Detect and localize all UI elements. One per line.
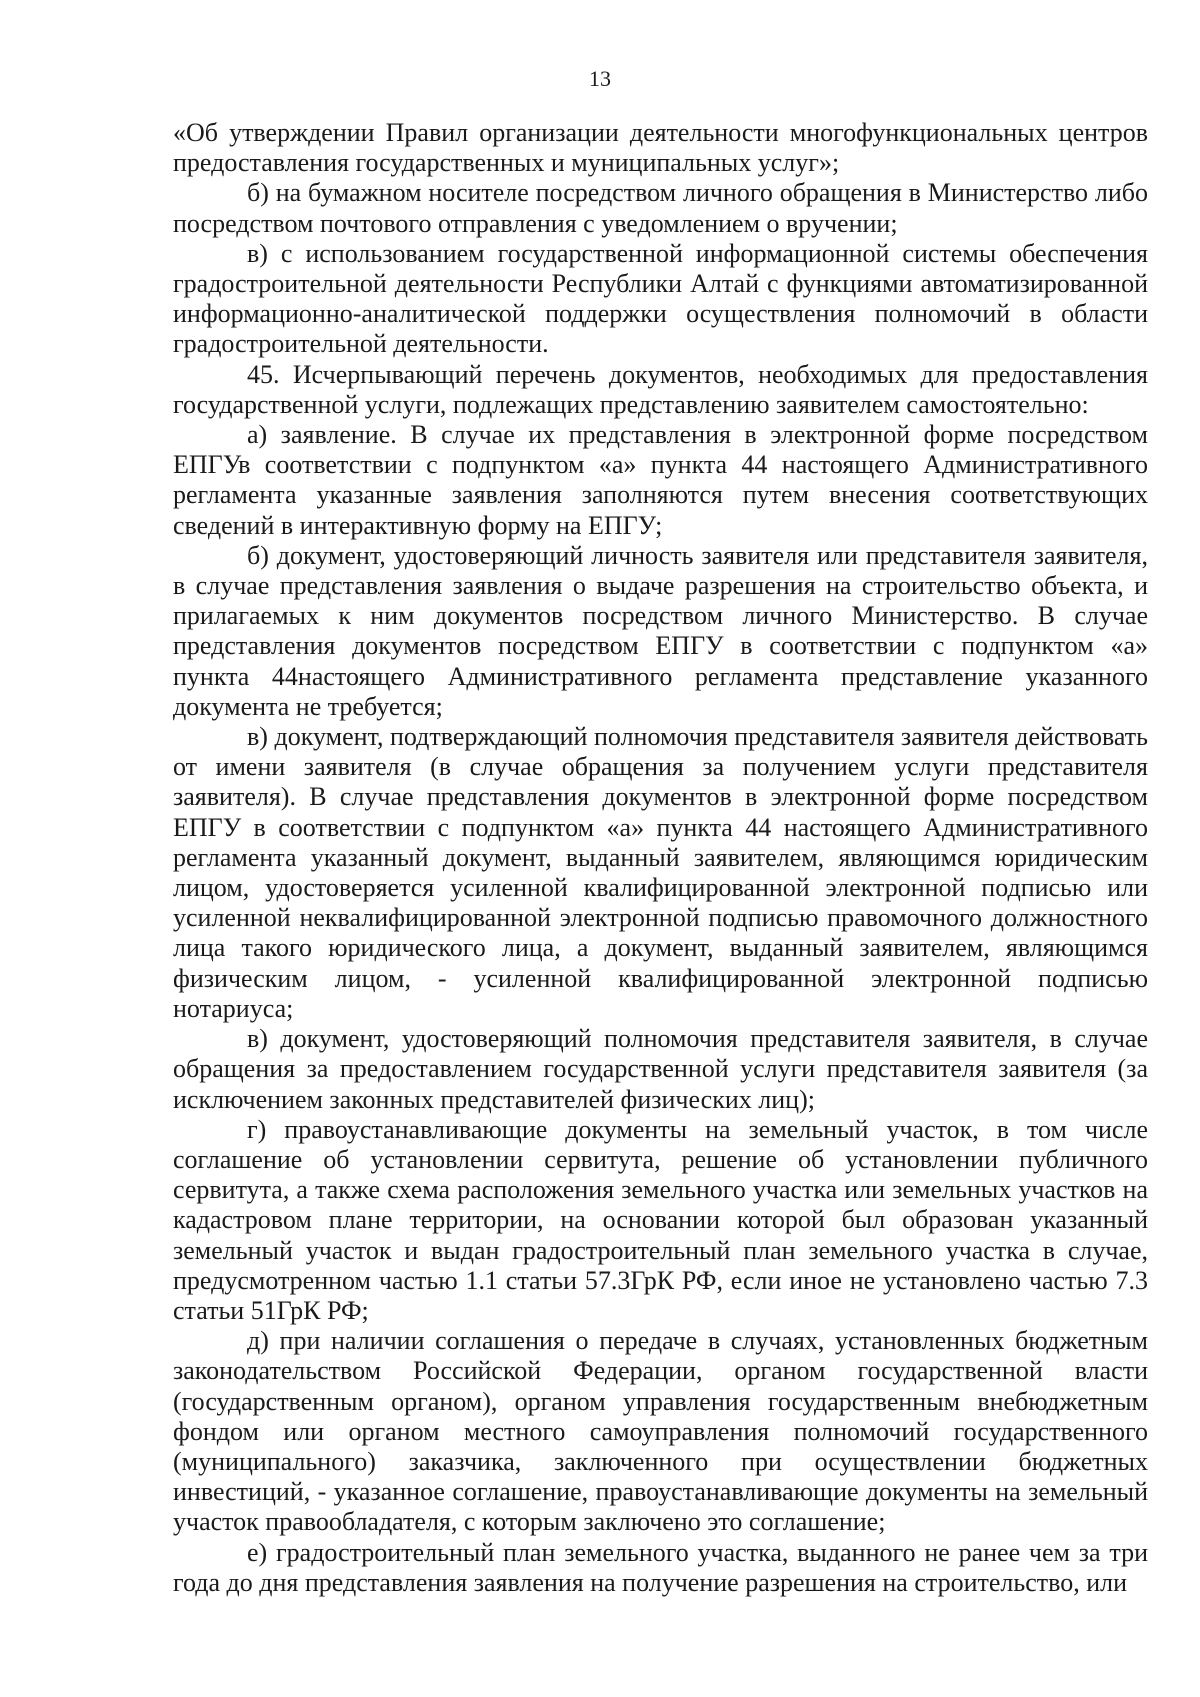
paragraph-item-b-identity: б) документ, удостоверяющий личность заявителя или представителя заявителя, в случае представления заявления о выдаче разрешения на строительство объекта, и прилагаемых к ним документов посредством личного Министерство. В случае представления документов посредством ЕПГУ в соответствии с подпунктом «а» пункта 44настоящего Административного регламента представление указанного документа не требуется; [173,540,1148,721]
paragraph-item-v-authority: в) документ, подтверждающий полномочия представителя заявителя действовать от имени заявителя (в случае обращения за получением услуги представителя заявителя). В случае представления документов в электронной форме посредством ЕПГУ в соответствии с подпунктом «а» пункта 44 настоящего Административного регламента указанный документ, выданный заявителем, являющимся юридическим лицом, удостоверяется усиленной квалифицированной электронной подписью или усиленной неквалифицированной электронной подписью правомочного должностного лица такого юридического лица, а документ, выданный заявителем, являющимся физическим лицом, - усиленной квалифицированной электронной подписью нотариуса; [173,722,1148,1023]
paragraph-item-d-agreement: д) при наличии соглашения о передаче в случаях, установленных бюджетным законодательством Российской Федерации, органом государственной власти (государственным органом), органом управления государственным внебюджетным фондом или органом местного самоуправления полномочий государственного (муниципального) заказчика, заключенного при осуществлении бюджетных инвестиций, - указанное соглашение, правоустанавливающие документы на земельный участок правообладателя, с которым заключено это соглашение; [173,1326,1148,1537]
document-body [173,118,1148,1598]
paragraph-item-a-application: а) заявление. В случае их представления в электронной форме посредством ЕПГУв соответствии с подпунктом «а» пункта 44 настоящего Административного регламента указанные заявления заполняются путем внесения соответствующих сведений в интерактивную форму на ЕПГУ; [173,420,1148,540]
paragraph-item-v-representative: в) документ, удостоверяющий полномочия представителя заявителя, в случае обращения за предоставлением государственной услуги представителя заявителя (за исключением законных представителей физических лиц); [173,1024,1148,1114]
paragraph-45: 45. Исчерпывающий перечень документов, необходимых для предоставления государственной услуги, подлежащих представлению заявителем самостоятельно: [173,359,1148,419]
page-number: 13 [589,66,611,91]
paragraph-item-e-plan: е) градостроительный план земельного участка, выданного не ранее чем за три года до дня представления заявления на получение разрешения на строительство, или [173,1537,1148,1597]
paragraph-item-g-land-rights: г) правоустанавливающие документы на земельный участок, в том числе соглашение об установлении сервитута, решение об установлении публичного сервитута, а также схема расположения земельного участка или земельных участков на кадастровом плане территории, на основании которой был образован указанный земельный участок и выдан градостроительный план земельного участка в случае, предусмотренном частью 1.1 статьи 57.3ГрК РФ, если иное не установлено частью 7.3 статьи 51ГрК РФ; [173,1114,1148,1325]
paragraph-continuation: «Об утверждении Правил организации деятельности многофункциональных центров предоставления государственных и муниципальных услуг»; [173,118,1148,178]
paragraph-item-b-paper: б) на бумажном носителе посредством личного обращения в Министерство либо посредством почтового отправления с уведомлением о вручении; [173,178,1148,238]
paragraph-item-v-gis: в) с использованием государственной информационной системы обеспечения градостроительной деятельности Республики Алтай с функциями автоматизированной информационно-аналитической поддержки осуществления полномочий в области градостроительной деятельности. [173,238,1148,359]
